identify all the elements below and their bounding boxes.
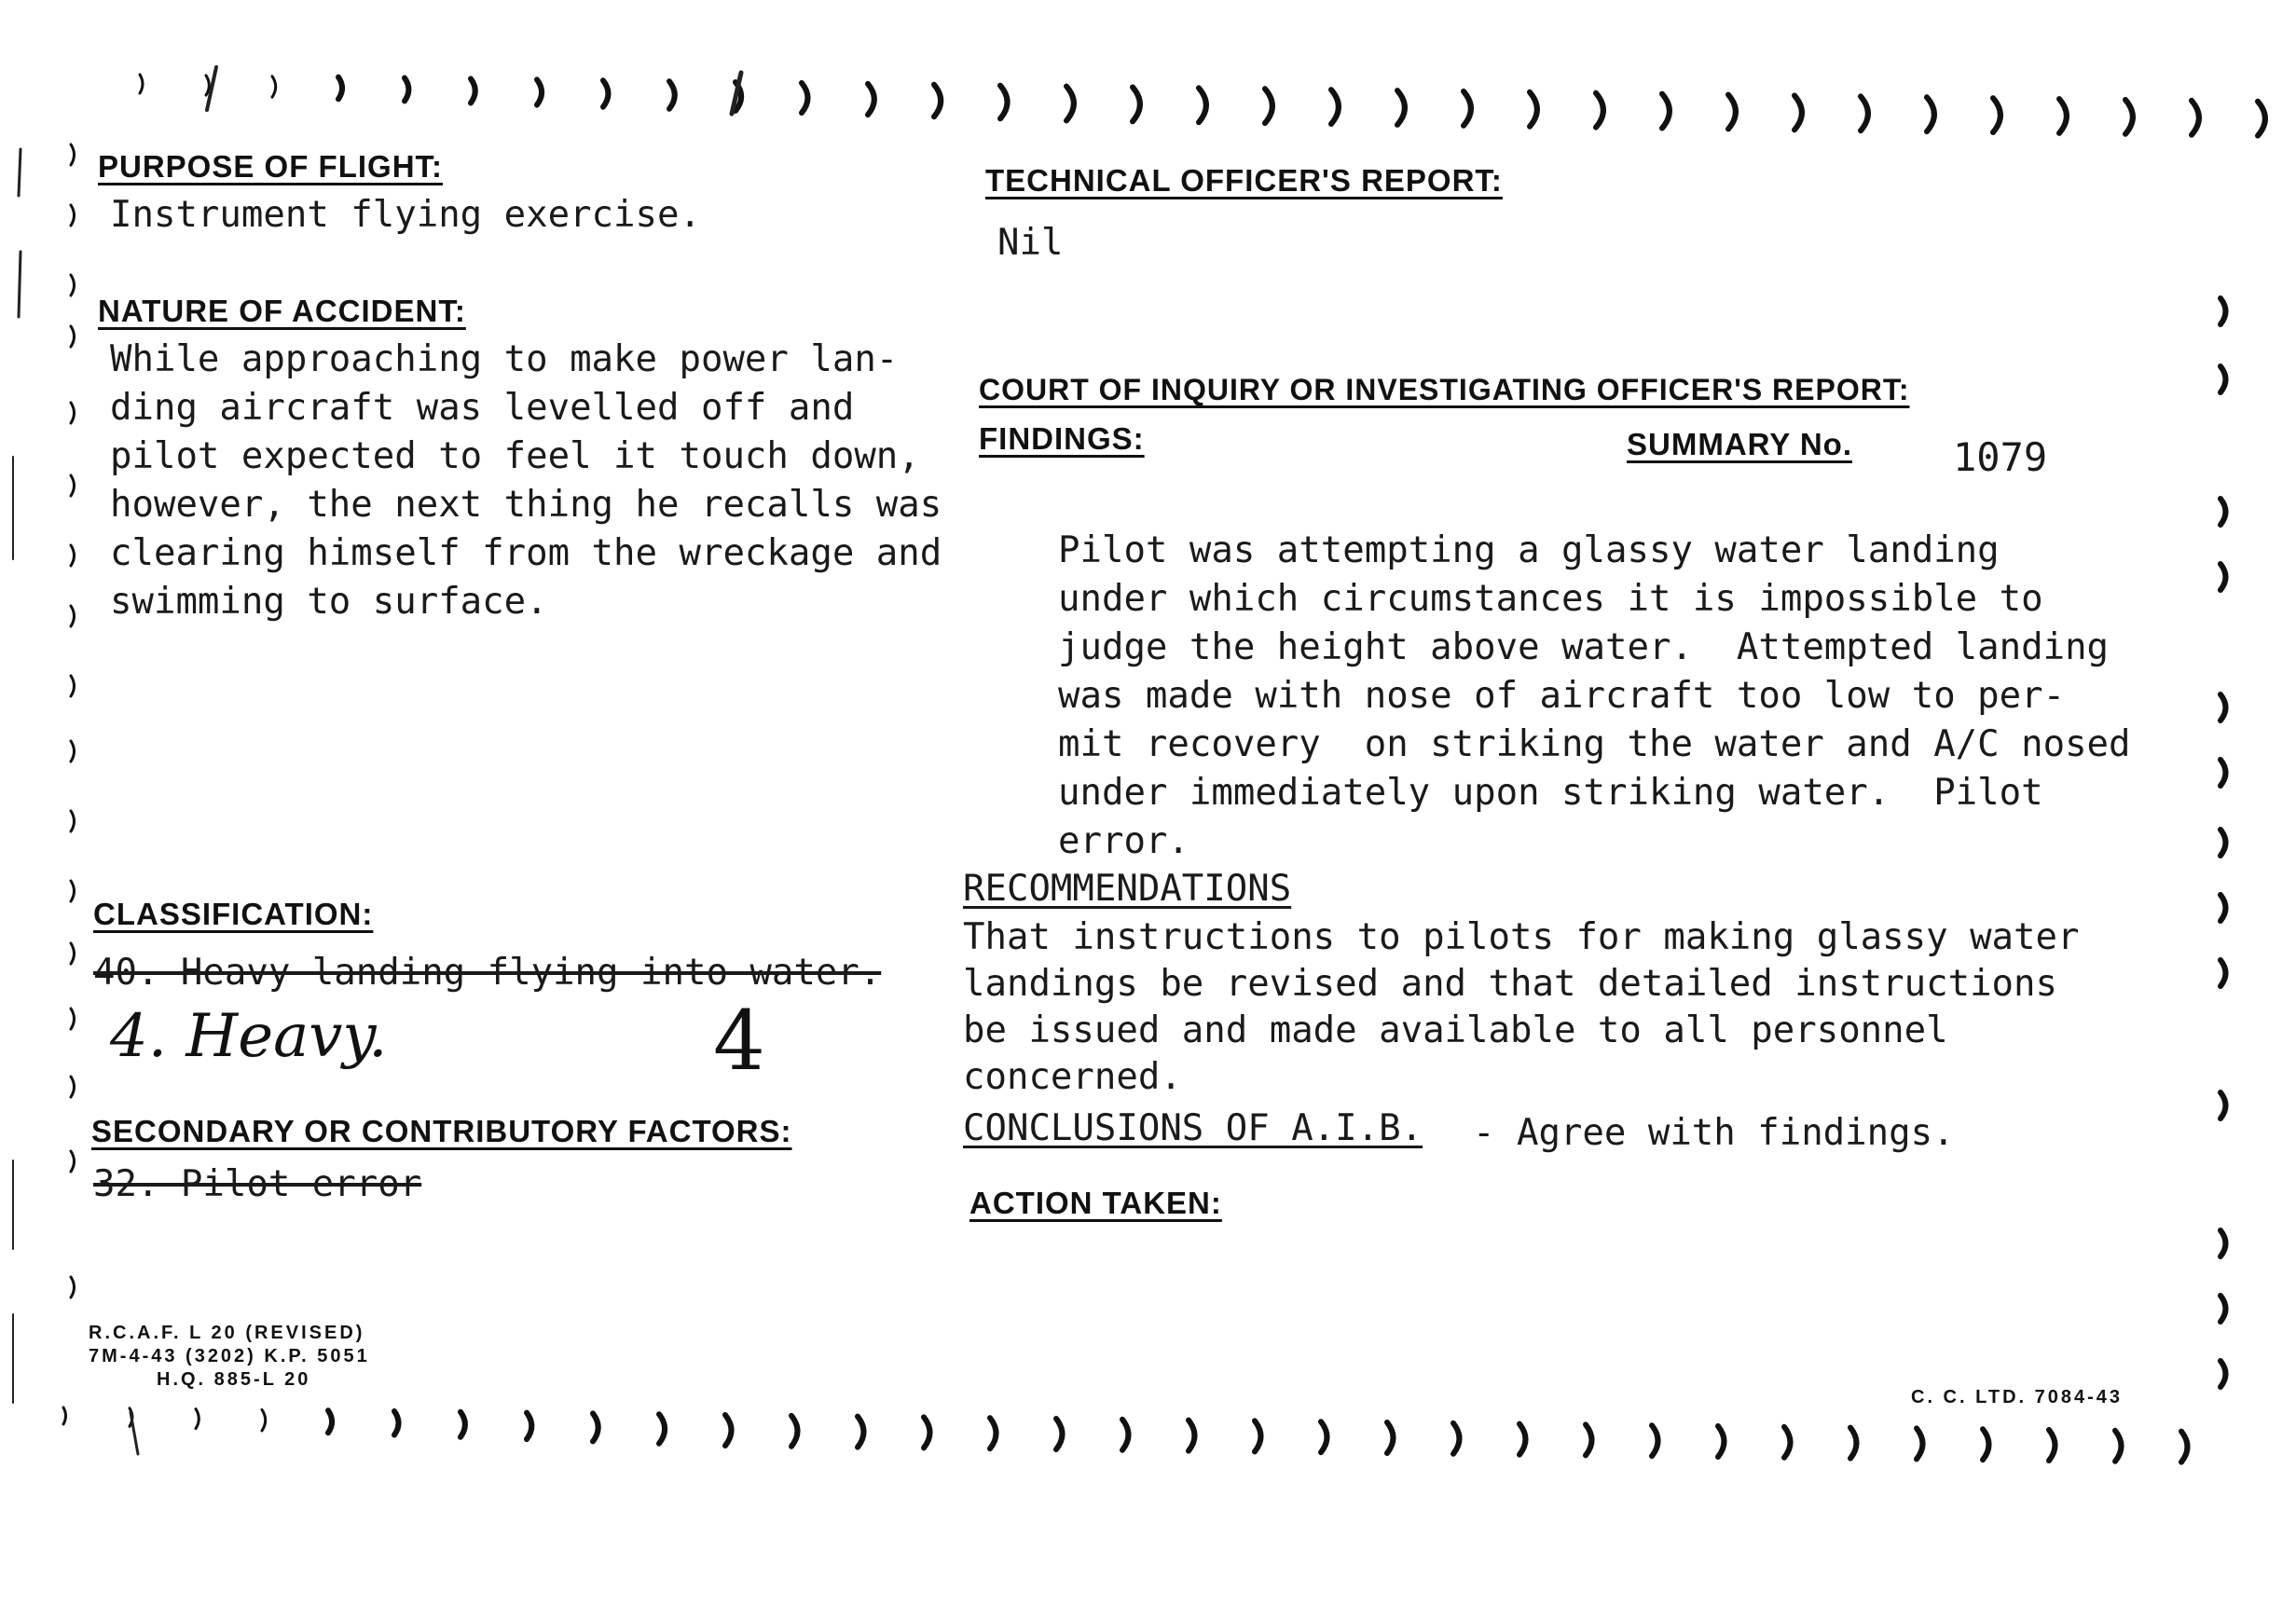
conclusions-text: - Agree with findings. xyxy=(1473,1112,1955,1154)
purpose-heading: PURPOSE OF FLIGHT: xyxy=(98,149,444,184)
punch-mark xyxy=(924,1417,930,1448)
punch-mark xyxy=(71,741,75,762)
findings-line: error. xyxy=(1058,820,1189,862)
punch-mark xyxy=(725,1415,732,1446)
purpose-text: Instrument flying exercise. xyxy=(110,194,701,236)
punch-mark xyxy=(1586,1424,1592,1455)
punch-mark xyxy=(2115,1431,2122,1462)
punch-mark xyxy=(338,77,342,100)
punch-mark xyxy=(1265,89,1272,123)
punch-mark xyxy=(791,1416,798,1447)
punch-mark xyxy=(2220,1361,2226,1387)
punch-mark xyxy=(71,811,75,831)
conclusions-heading: CONCLUSIONS OF A.I.B. xyxy=(963,1107,1423,1149)
nature-line: however, the next thing he recalls was xyxy=(110,484,942,526)
punch-mark xyxy=(1453,1423,1460,1454)
punch-mark xyxy=(1596,93,1603,128)
technical-text: Nil xyxy=(997,222,1064,264)
punch-mark xyxy=(1850,1428,1857,1459)
punch-mark xyxy=(2181,1432,2188,1462)
punch-mark xyxy=(196,1409,199,1429)
punch-mark xyxy=(471,79,475,103)
punch-mark xyxy=(2220,760,2226,786)
punch-mark xyxy=(1464,91,1471,126)
secondary-struck-text: 32. Pilot error xyxy=(93,1163,422,1205)
recommendations-line: That instructions to pilots for making glassy water xyxy=(963,916,2080,958)
punch-mark xyxy=(2125,100,2133,134)
punch-mark xyxy=(2220,830,2226,856)
punch-mark xyxy=(140,75,143,93)
punch-mark xyxy=(858,1417,864,1448)
punch-mark xyxy=(71,144,75,165)
punch-mark xyxy=(2220,960,2226,986)
punch-mark xyxy=(206,75,209,95)
punch-mark xyxy=(461,1412,465,1437)
punch-mark xyxy=(1794,96,1802,130)
punch-mark xyxy=(328,1410,332,1433)
punch-mark xyxy=(1000,86,1008,119)
punch-mark xyxy=(71,205,75,226)
punch-mark xyxy=(2220,694,2226,721)
punch-mark xyxy=(63,1407,66,1424)
punch-mark xyxy=(71,606,75,626)
punch-mark xyxy=(71,676,75,696)
nature-line: ding aircraft was levelled off and xyxy=(110,387,855,429)
punch-mark xyxy=(1784,1427,1791,1458)
punch-mark xyxy=(1728,95,1736,130)
punch-mark xyxy=(934,85,941,117)
punch-mark xyxy=(1397,90,1405,125)
punch-mark xyxy=(71,545,75,566)
punch-mark xyxy=(71,1077,75,1097)
punch-mark xyxy=(272,76,276,97)
punch-mark xyxy=(1718,1426,1725,1457)
punch-mark xyxy=(1387,1422,1394,1453)
classification-struck-text: 40. Heavy landing flying into water. xyxy=(93,952,882,994)
punch-mark xyxy=(1122,1420,1129,1450)
classification-handwritten-number: 4 xyxy=(713,993,765,1089)
punch-mark xyxy=(71,943,75,964)
form-number-line: 7M-4-43 (3202) K.P. 5051 xyxy=(89,1346,370,1366)
nature-line: While approaching to make power lan- xyxy=(110,338,899,380)
punch-mark xyxy=(1255,1421,1261,1451)
recommendations-line: concerned. xyxy=(963,1056,1182,1098)
punch-mark xyxy=(1983,1429,1989,1460)
punch-mark xyxy=(71,275,75,295)
punch-mark xyxy=(527,1413,531,1440)
punch-mark xyxy=(1917,1428,1923,1459)
printer-code: C. C. LTD. 7084-43 xyxy=(1911,1387,2124,1407)
secondary-heading: SECONDARY OR CONTRIBUTORY FACTORS: xyxy=(91,1114,792,1148)
punch-mark xyxy=(71,1277,75,1297)
form-number-line: H.Q. 885-L 20 xyxy=(157,1369,311,1390)
punch-mark xyxy=(2258,102,2265,136)
punch-mark xyxy=(405,78,408,102)
punch-mark xyxy=(1066,87,1074,121)
recommendations-line: be issued and made available to all personnel xyxy=(963,1009,1948,1051)
recommendations-line: landings be revised and that detailed instructions xyxy=(963,963,2057,1005)
punch-mark xyxy=(1199,88,1206,122)
summary-label: SUMMARY No. xyxy=(1627,427,1852,461)
findings-line: was made with nose of aircraft too low to per- xyxy=(1058,675,2066,717)
classification-handwritten: 4. Heavy. xyxy=(110,1002,388,1071)
nature-line: pilot expected to feel it touch down, xyxy=(110,435,920,477)
punch-mark xyxy=(669,81,675,109)
punch-mark xyxy=(71,1009,75,1029)
punch-mark xyxy=(1861,96,1868,130)
punch-mark xyxy=(2192,101,2199,135)
form-number-line: R.C.A.F. L 20 (REVISED) xyxy=(89,1323,365,1343)
nature-line: swimming to surface. xyxy=(110,581,548,623)
findings-line: mit recovery on striking the water and A/C nosed xyxy=(1058,723,2131,765)
punch-mark xyxy=(2220,298,2226,324)
technical-heading: TECHNICAL OFFICER'S REPORT: xyxy=(985,163,1503,198)
action-heading: ACTION TAKEN: xyxy=(969,1186,1222,1220)
punch-mark xyxy=(2220,1230,2226,1256)
court-heading: COURT OF INQUIRY OR INVESTIGATING OFFICER'S REPORT: xyxy=(979,373,1910,406)
findings-line: judge the height above water. Attempted landing xyxy=(1058,626,2110,668)
punch-mark xyxy=(868,84,874,115)
summary-number: 1079 xyxy=(1953,434,2048,480)
punch-mark xyxy=(1927,97,1934,131)
punch-mark xyxy=(1662,94,1670,129)
findings-line: under which circumstances it is impossible to xyxy=(1058,578,2043,620)
punch-mark xyxy=(1189,1421,1195,1451)
findings-line: under immediately upon striking water. Pilot xyxy=(1058,772,2043,814)
nature-line: clearing himself from the wreckage and xyxy=(110,532,942,574)
findings-heading: FINDINGS: xyxy=(979,421,1145,456)
punch-mark xyxy=(2049,1430,2055,1461)
punch-mark xyxy=(262,1409,266,1431)
punch-mark xyxy=(71,1151,75,1172)
punch-mark xyxy=(990,1418,997,1448)
punch-mark xyxy=(802,83,808,113)
punch-mark xyxy=(1133,88,1140,122)
recommendations-heading: RECOMMENDATIONS xyxy=(963,868,1292,910)
punch-mark xyxy=(71,326,75,347)
punch-mark xyxy=(1993,98,2000,132)
punch-mark xyxy=(131,1412,138,1454)
punch-mark xyxy=(1652,1425,1658,1456)
findings-line: Pilot was attempting a glassy water landing xyxy=(1058,529,2000,571)
punch-mark xyxy=(2220,1296,2226,1322)
classification-heading: CLASSIFICATION: xyxy=(93,897,374,931)
nature-heading: NATURE OF ACCIDENT: xyxy=(98,294,466,328)
punch-mark xyxy=(1331,89,1339,124)
punch-mark xyxy=(1530,92,1537,127)
punch-mark xyxy=(537,79,542,104)
punch-mark xyxy=(2220,366,2226,392)
punch-mark xyxy=(2220,1092,2226,1119)
punch-mark xyxy=(394,1411,399,1435)
punch-mark xyxy=(19,149,21,196)
punch-mark xyxy=(1321,1421,1327,1452)
punch-mark xyxy=(2220,895,2226,921)
punch-mark xyxy=(2220,499,2226,525)
punch-mark xyxy=(71,881,75,901)
punch-mark xyxy=(659,1414,665,1444)
punch-mark xyxy=(603,80,608,106)
punch-mark xyxy=(593,1413,598,1441)
punch-mark xyxy=(2220,564,2226,590)
punch-mark xyxy=(1519,1424,1526,1455)
punch-mark xyxy=(71,475,75,496)
punch-mark xyxy=(71,403,75,423)
punch-mark xyxy=(19,252,21,317)
punch-mark xyxy=(2059,99,2067,133)
punch-mark xyxy=(1056,1419,1063,1449)
